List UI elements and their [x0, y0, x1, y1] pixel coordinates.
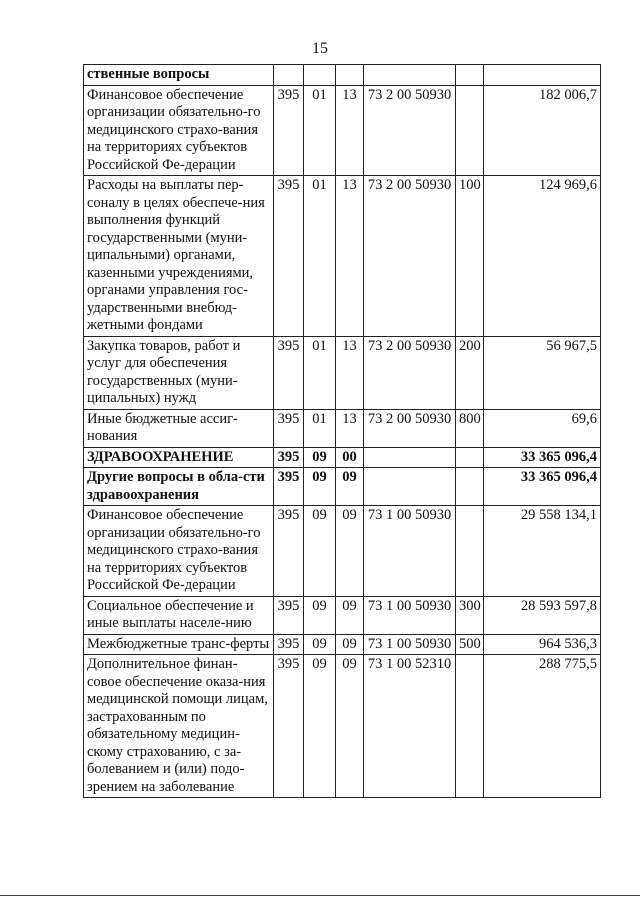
ministry-code-cell: 395: [274, 447, 304, 468]
ministry-code-cell: 395: [274, 634, 304, 655]
table-row: [84, 634, 601, 655]
expense-type-cell: 300: [456, 596, 484, 634]
expense-type-cell: [456, 85, 484, 176]
table-row: [84, 447, 601, 468]
table-row: [84, 596, 601, 634]
ministry-code-cell: 395: [274, 655, 304, 798]
row-name-cell: Межбюджетные транс-ферты: [84, 634, 274, 655]
section-code-cell: 09: [304, 655, 336, 798]
section-code-cell: 01: [304, 409, 336, 447]
amount-cell: [484, 65, 601, 86]
expense-type-cell: 800: [456, 409, 484, 447]
target-article-cell: 73 2 00 50930: [364, 409, 456, 447]
target-article-cell: [364, 447, 456, 468]
subsection-code-cell: 09: [336, 506, 364, 597]
amount-cell: 182 006,7: [484, 85, 601, 176]
table-row: [84, 468, 601, 506]
subsection-code-cell: 13: [336, 85, 364, 176]
subsection-code-cell: 13: [336, 336, 364, 409]
expense-type-cell: [456, 468, 484, 506]
expense-type-cell: [456, 506, 484, 597]
table-row: [84, 336, 601, 409]
section-code-cell: 01: [304, 85, 336, 176]
amount-cell: 964 536,3: [484, 634, 601, 655]
target-article-cell: 73 1 00 50930: [364, 634, 456, 655]
amount-cell: 288 775,5: [484, 655, 601, 798]
subsection-code-cell: 09: [336, 634, 364, 655]
bottom-divider: [0, 895, 640, 896]
subsection-code-cell: [336, 65, 364, 86]
row-name-cell: Дополнительное финан-совое обеспечение оказа-ния медицинской помощи лицам, застрахованным по обязательному медицин-скому страхованию, с за-болеванием и (или) подо-зрением на заболевание: [84, 655, 274, 798]
amount-cell: 29 558 134,1: [484, 506, 601, 597]
expense-type-cell: 500: [456, 634, 484, 655]
ministry-code-cell: 395: [274, 468, 304, 506]
subsection-code-cell: 09: [336, 596, 364, 634]
amount-cell: 33 365 096,4: [484, 447, 601, 468]
section-code-cell: 09: [304, 596, 336, 634]
row-name-cell: Финансовое обеспечение организации обязательно-го медицинского страхо-вания на территориях субъектов Российской Фе-дерации: [84, 506, 274, 597]
row-name-cell: Финансовое обеспечение организации обязательно-го медицинского страхо-вания на территориях субъектов Российской Фе-дерации: [84, 85, 274, 176]
amount-cell: 69,6: [484, 409, 601, 447]
target-article-cell: [364, 468, 456, 506]
row-name-cell: ЗДРАВООХРАНЕНИЕ: [84, 447, 274, 468]
ministry-code-cell: 395: [274, 176, 304, 337]
expense-type-cell: [456, 65, 484, 86]
target-article-cell: 73 1 00 52310: [364, 655, 456, 798]
table-row: [84, 409, 601, 447]
subsection-code-cell: 00: [336, 447, 364, 468]
expense-type-cell: [456, 447, 484, 468]
expense-type-cell: 100: [456, 176, 484, 337]
target-article-cell: 73 2 00 50930: [364, 336, 456, 409]
target-article-cell: 73 2 00 50930: [364, 176, 456, 337]
expense-type-cell: [456, 655, 484, 798]
row-name-cell: ственные вопросы: [84, 65, 274, 86]
amount-cell: 56 967,5: [484, 336, 601, 409]
subsection-code-cell: 13: [336, 409, 364, 447]
row-name-cell: Другие вопросы в обла-сти здравоохранения: [84, 468, 274, 506]
row-name-cell: Расходы на выплаты пер-соналу в целях обеспече-ния выполнения функций государственными (муни-ципальными) органами, казенными учреждениями, органами управления гос-ударственными внебюд-жетными фондами: [84, 176, 274, 337]
section-code-cell: 01: [304, 336, 336, 409]
ministry-code-cell: 395: [274, 336, 304, 409]
page-number: 15: [312, 40, 328, 57]
amount-cell: 33 365 096,4: [484, 468, 601, 506]
ministry-code-cell: 395: [274, 506, 304, 597]
section-code-cell: 09: [304, 468, 336, 506]
section-code-cell: [304, 65, 336, 86]
section-code-cell: 09: [304, 506, 336, 597]
amount-cell: 124 969,6: [484, 176, 601, 337]
target-article-cell: 73 1 00 50930: [364, 506, 456, 597]
subsection-code-cell: 09: [336, 655, 364, 798]
target-article-cell: 73 1 00 50930: [364, 596, 456, 634]
ministry-code-cell: 395: [274, 85, 304, 176]
ministry-code-cell: [274, 65, 304, 86]
table-row: [84, 655, 601, 798]
expense-type-cell: 200: [456, 336, 484, 409]
row-name-cell: Закупка товаров, работ и услуг для обеспечения государственных (муни-ципальных) нужд: [84, 336, 274, 409]
target-article-cell: [364, 65, 456, 86]
row-name-cell: Иные бюджетные ассиг-нования: [84, 409, 274, 447]
target-article-cell: 73 2 00 50930: [364, 85, 456, 176]
subsection-code-cell: 09: [336, 468, 364, 506]
amount-cell: 28 593 597,8: [484, 596, 601, 634]
section-code-cell: 09: [304, 447, 336, 468]
ministry-code-cell: 395: [274, 409, 304, 447]
ministry-code-cell: 395: [274, 596, 304, 634]
table-row: [84, 85, 601, 176]
section-code-cell: 01: [304, 176, 336, 337]
table-row: [84, 176, 601, 337]
subsection-code-cell: 13: [336, 176, 364, 337]
table-row: [84, 506, 601, 597]
budget-table: [83, 64, 601, 798]
table-row: [84, 65, 601, 86]
section-code-cell: 09: [304, 634, 336, 655]
row-name-cell: Социальное обеспечение и иные выплаты населе-нию: [84, 596, 274, 634]
